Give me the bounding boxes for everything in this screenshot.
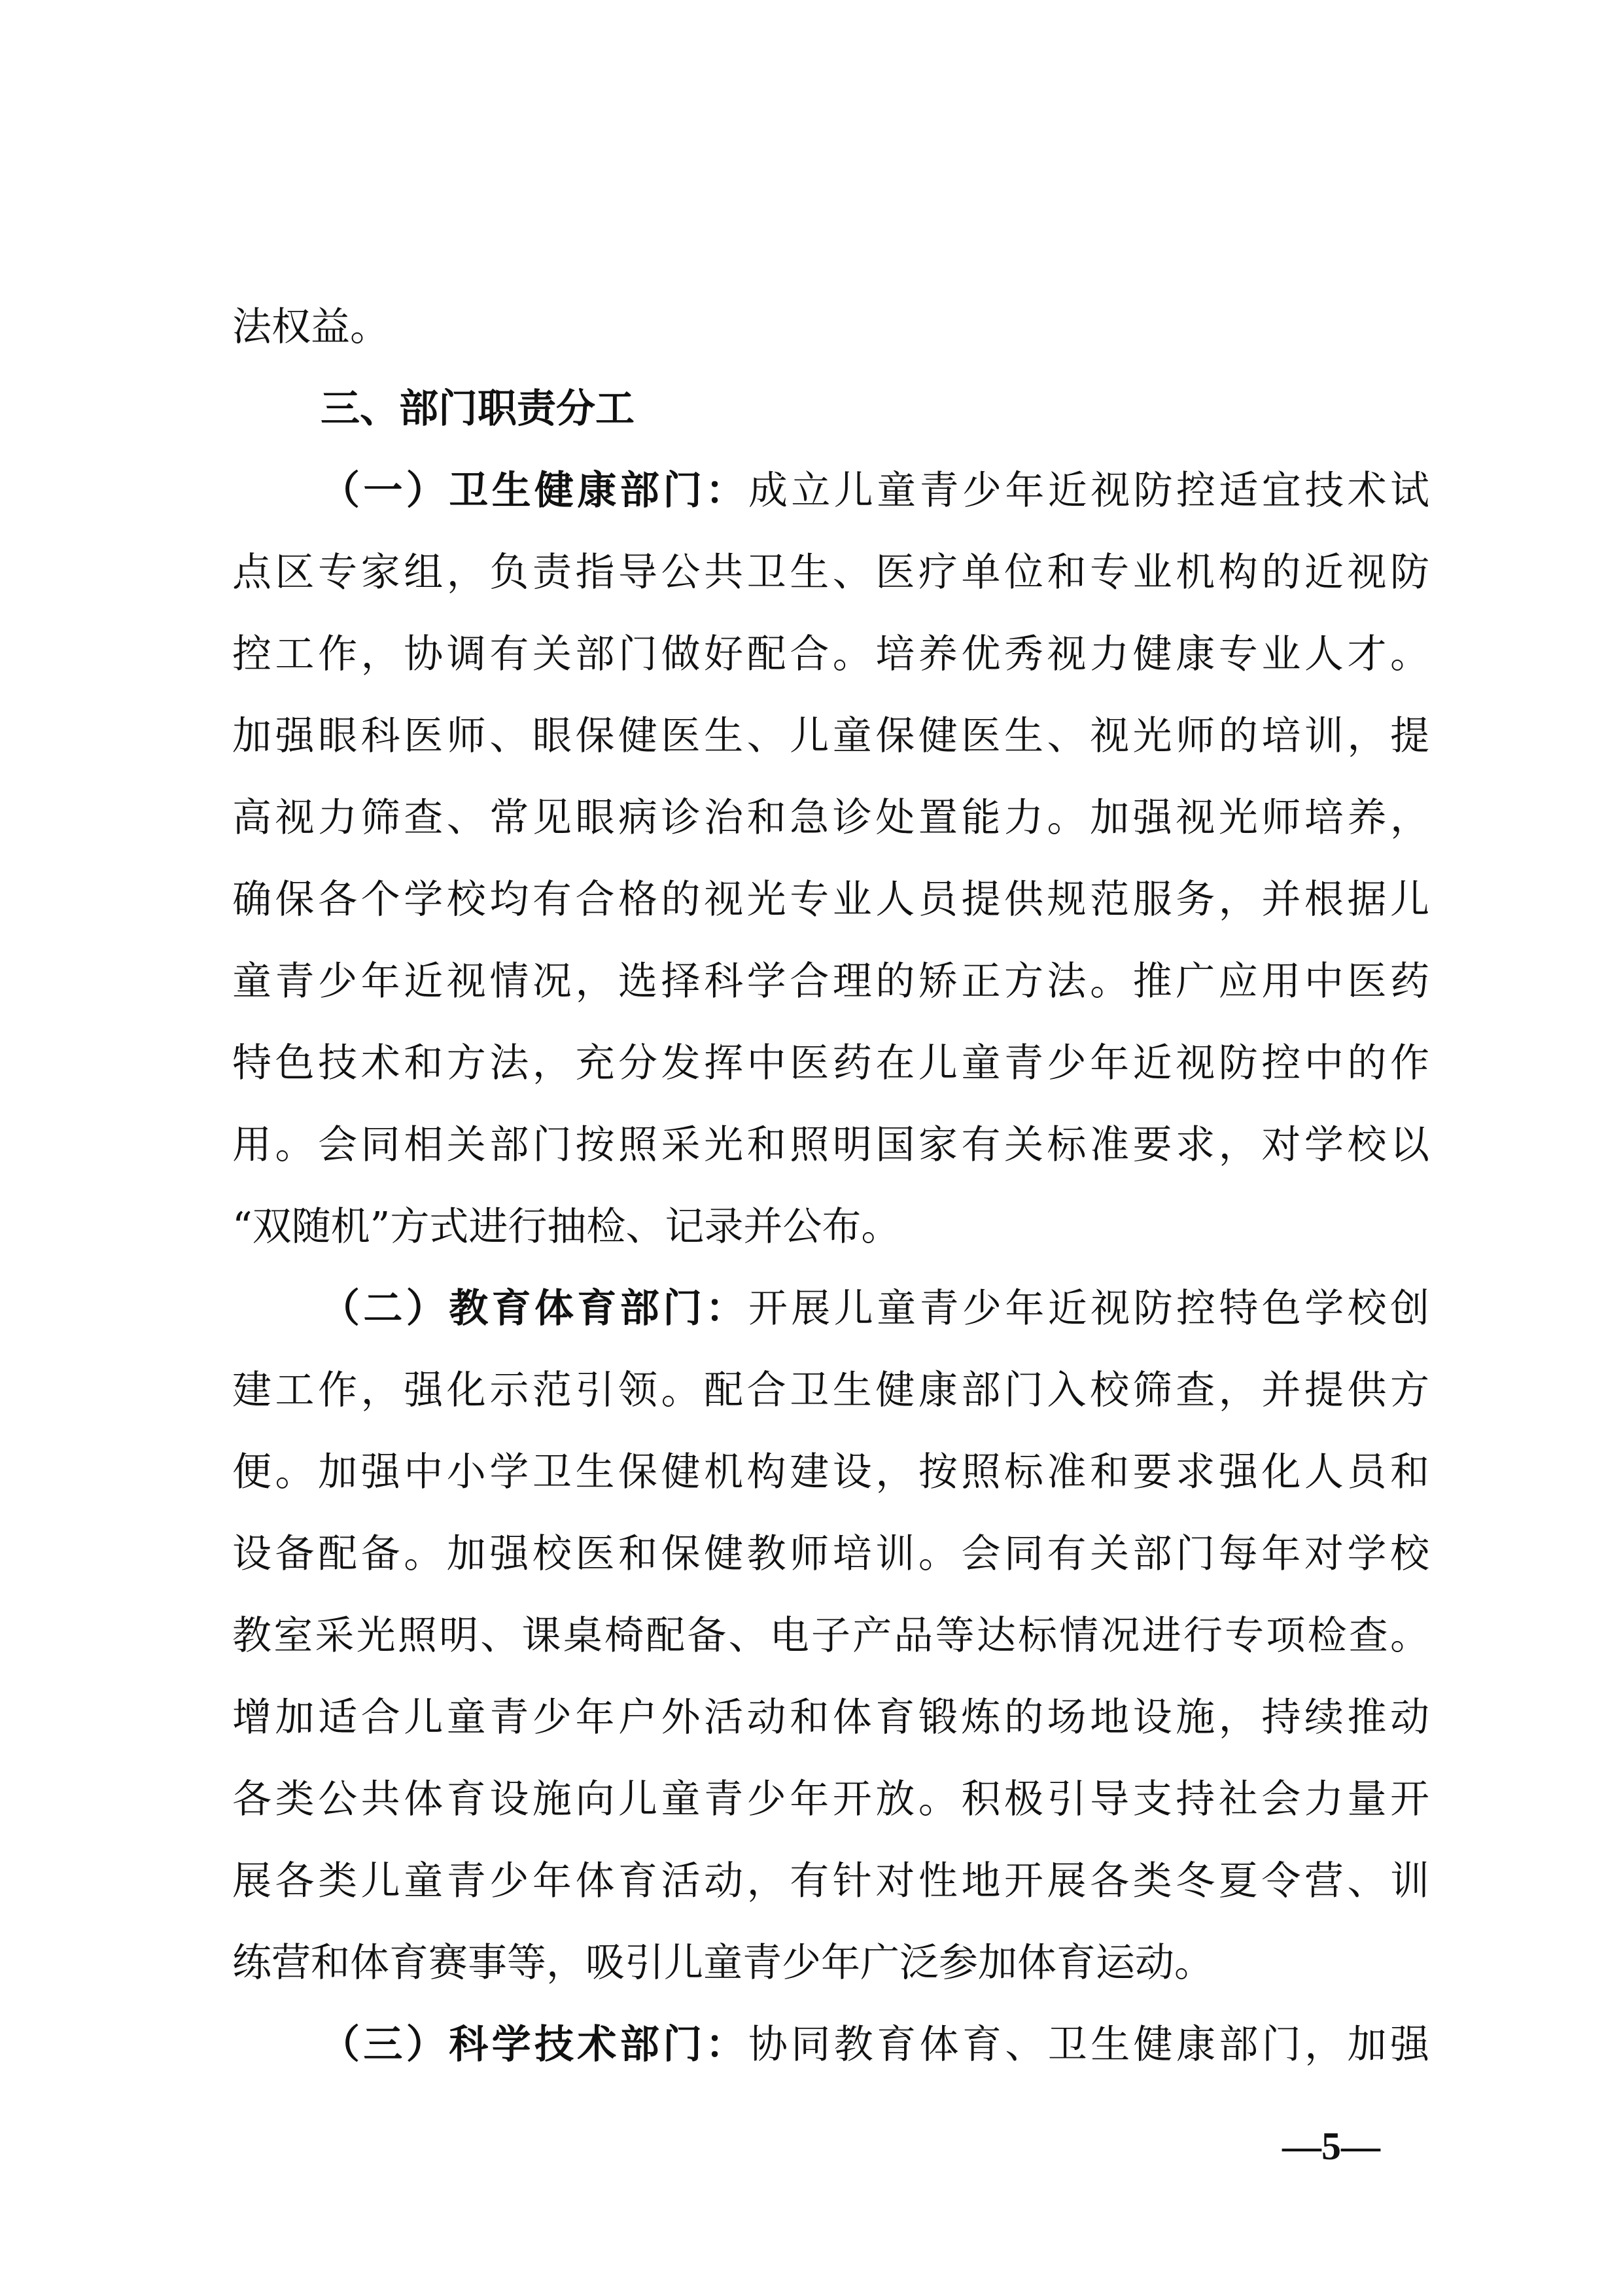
page-number: —5— [1282, 2125, 1380, 2168]
subsection-title: （一）卫生健康部门： [321, 468, 748, 514]
text-line: 确保各个学校均有合格的视光专业人员提供规范服务，并根据儿 [232, 877, 1429, 923]
text-line: 童青少年近视情况，选择科学合理的矫正方法。推广应用中医药 [232, 959, 1429, 1004]
text-line: 建工作，强化示范引领。配合卫生健康部门入校筛查，并提供方 [232, 1368, 1429, 1413]
text-line: 增加适合儿童青少年户外活动和体育锻炼的场地设施，持续推动 [232, 1695, 1429, 1740]
text-line: 点区专家组，负责指导公共卫生、医疗单位和专业机构的近视防 [232, 550, 1429, 595]
paragraph-line [321, 2012, 1429, 2077]
section-heading: 三、部门职责分工 [321, 386, 635, 432]
text-line: 练营和体育赛事等，吸引儿童青少年广泛参加体育运动。 [232, 1940, 1213, 1986]
text-line: 控工作，协调有关部门做好配合。培养优秀视力健康专业人才。 [232, 631, 1429, 677]
text-line: 教室采光照明、课桌椅配备、电子产品等达标情况进行专项检查。 [232, 1613, 1429, 1659]
text-line: 特色技术和方法，充分发挥中医药在儿童青少年近视防控中的作 [232, 1040, 1429, 1086]
subsection-title: （二）教育体育部门： [321, 1286, 748, 1332]
text-line: 法权益。 [232, 304, 389, 350]
text-span: 成立儿童青少年近视防控适宜技术试 [748, 468, 1429, 514]
text-line: 便。加强中小学卫生保健机构建设，按照标准和要求强化人员和 [232, 1449, 1429, 1495]
text-line: “双随机”方式进行抽检、记录并公布。 [232, 1204, 901, 1250]
text-line: 加强眼科医师、眼保健医生、儿童保健医生、视光师的培训，提 [232, 713, 1429, 759]
text-line: 高视力筛查、常见眼病诊治和急诊处置能力。加强视光师培养， [232, 795, 1429, 841]
text-line: 设备配备。加强校医和保健教师培训。会同有关部门每年对学校 [232, 1531, 1429, 1577]
text-span: 开展儿童青少年近视防控特色学校创 [748, 1286, 1429, 1332]
text-line: 用。会同相关部门按照采光和照明国家有关标准要求，对学校以 [232, 1122, 1429, 1168]
subsection-title: （三）科学技术部门： [321, 2022, 748, 2068]
text-span: 协同教育体育、卫生健康部门，加强 [748, 2022, 1429, 2068]
text-line: 展各类儿童青少年体育活动，有针对性地开展各类冬夏令营、训 [232, 1858, 1429, 1904]
paragraph-line [321, 458, 1429, 523]
paragraph-line [321, 1276, 1429, 1341]
text-line: 各类公共体育设施向儿童青少年开放。积极引导支持社会力量开 [232, 1776, 1429, 1822]
